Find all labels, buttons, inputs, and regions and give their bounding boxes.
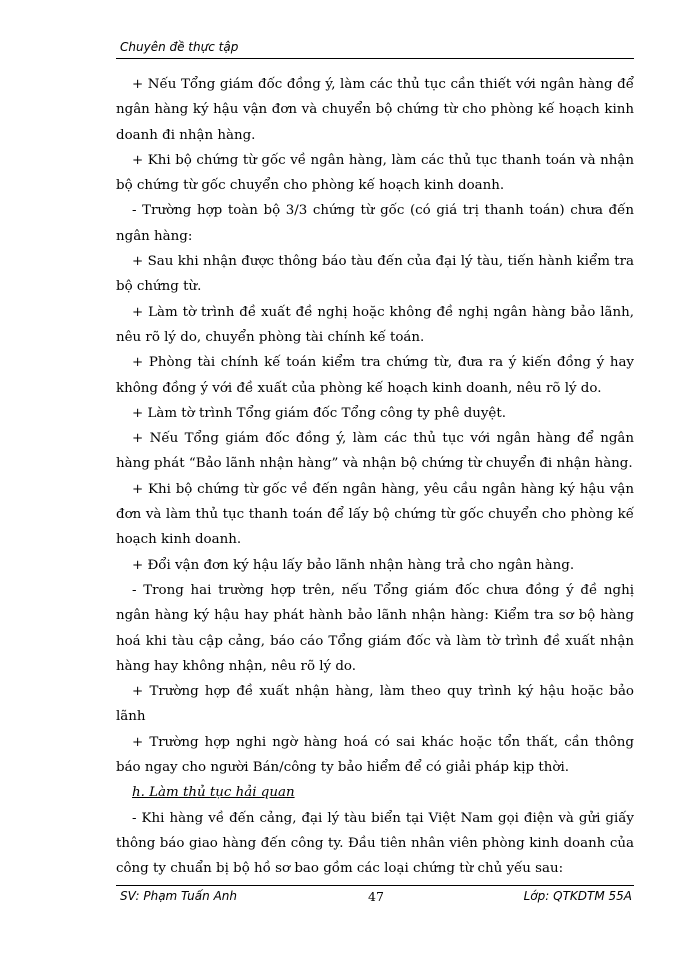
document-body xyxy=(116,72,634,882)
header-title: Chuyên đề thực tập xyxy=(120,40,239,54)
paragraph: + Làm tờ trình Tổng giám đốc Tổng công ty phê duyệt. xyxy=(132,405,506,421)
paragraph: + Trường hợp nghi ngờ hàng hoá có sai khác hoặc tổn thất, cần thông báo ngay cho người Bán/công ty bảo hiểm để có giải pháp kịp thời. xyxy=(116,734,634,776)
paragraph: + Phòng tài chính kế toán kiểm tra chứng từ, đưa ra ý kiến đồng ý hay không đồng ý với đề xuất của phòng kế hoạch kinh doanh, nêu rõ lý do. xyxy=(116,355,634,396)
section-heading: h. Làm thủ tục hải quan xyxy=(132,785,295,801)
footer-student-name: SV: Phạm Tuấn Anh xyxy=(120,889,237,903)
paragraph: + Sau khi nhận được thông báo tàu đến của đại lý tàu, tiến hành kiểm tra bộ chứng từ. xyxy=(116,254,634,295)
paragraph: - Trường hợp toàn bộ 3/3 chứng từ gốc (có giá trị thanh toán) chưa đến ngân hàng: xyxy=(116,203,634,244)
page-number: 47 xyxy=(368,889,384,904)
footer-class-label: Lớp: QTKDTM 55A xyxy=(523,889,632,903)
paragraph: + Nếu Tổng giám đốc đồng ý, làm các thủ tục với ngân hàng để ngân hàng phát “Bảo lãnh nhận hàng” và nhận bộ chứng từ chuyển đi nhận hàng. xyxy=(116,431,634,472)
paragraph: + Nếu Tổng giám đốc đồng ý, làm các thủ tục cần thiết với ngân hàng để ngân hàng ký hậu vận đơn và chuyển bộ chứng từ cho phòng kế hoạch kinh doanh đi nhận hàng. xyxy=(116,77,634,143)
header-divider xyxy=(116,58,634,59)
paragraph: + Khi bộ chứng từ gốc về ngân hàng, làm các thủ tục thanh toán và nhận bộ chứng từ gốc chuyển cho phòng kế hoạch kinh doanh. xyxy=(116,152,634,194)
paragraph: + Đổi vận đơn ký hậu lấy bảo lãnh nhận hàng trả cho ngân hàng. xyxy=(132,557,575,573)
paragraph: + Trường hợp đề xuất nhận hàng, làm theo quy trình ký hậu hoặc bảo lãnh xyxy=(116,684,634,725)
paragraph: - Khi hàng về đến cảng, đại lý tàu biển tại Việt Nam gọi điện và gửi giấy thông báo giao hàng đến công ty. Đầu tiên nhân viên phòng kinh doanh của công ty chuẩn bị bộ hồ sơ bao gồm các loại chứng từ chủ yếu sau: xyxy=(116,810,634,877)
paragraph: + Làm tờ trình đề xuất đề nghị hoặc không đề nghị ngân hàng bảo lãnh, nêu rõ lý do, chuyển phòng tài chính kế toán. xyxy=(116,304,634,345)
paragraph: - Trong hai trường hợp trên, nếu Tổng giám đốc chưa đồng ý đề nghị ngân hàng ký hậu hay phát hành bảo lãnh nhận hàng: Kiểm tra sơ bộ hàng hoá khi tàu cập cảng, báo cáo Tổng giám đốc và làm tờ trình đề xuất nhận hàng hay không nhận, nêu rõ lý do. xyxy=(116,582,634,674)
paragraph: + Khi bộ chứng từ gốc về đến ngân hàng, yêu cầu ngân hàng ký hậu vận đơn và làm thủ tục thanh toán để lấy bộ chứng từ gốc chuyển cho phòng kế hoạch kinh doanh. xyxy=(116,481,634,548)
footer-divider xyxy=(116,885,634,886)
